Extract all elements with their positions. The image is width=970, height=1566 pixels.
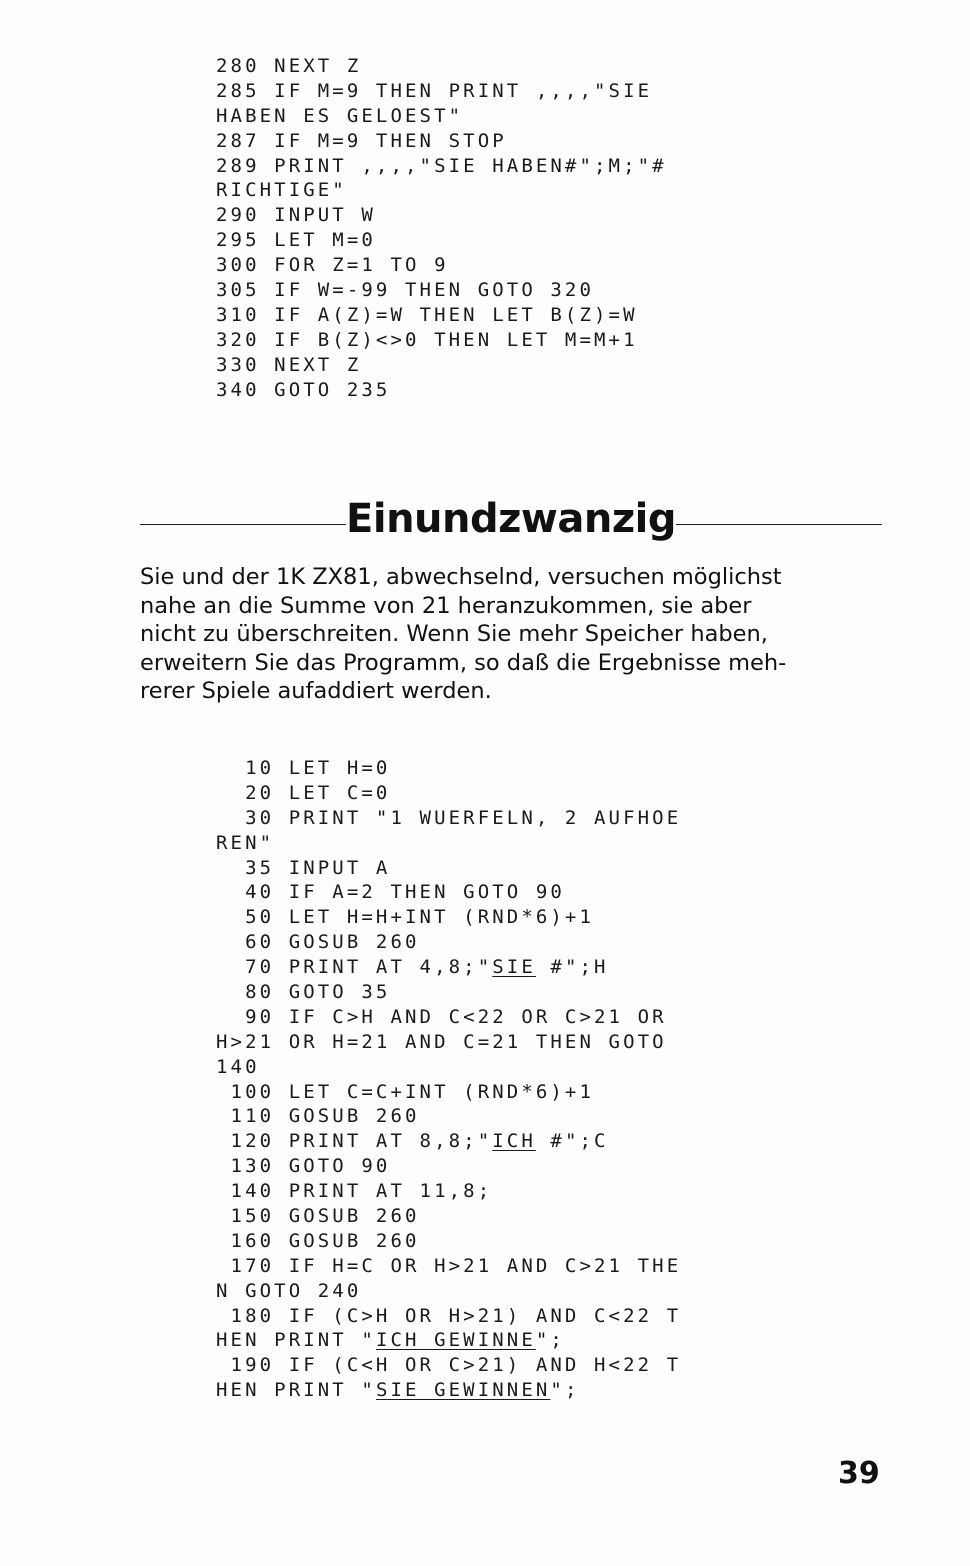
code-line bbox=[216, 1154, 681, 1179]
code-text: "; bbox=[535, 1329, 565, 1352]
section-heading-row bbox=[140, 494, 882, 544]
code-line bbox=[216, 1104, 681, 1129]
code-line: 310 IF A(Z)=W THEN LET B(Z)=W bbox=[216, 303, 638, 326]
code-line: 330 NEXT Z bbox=[216, 353, 362, 376]
code-text: N GOTO 240 bbox=[216, 1279, 362, 1302]
code-listing-top bbox=[216, 54, 667, 402]
code-text: 110 GOSUB 260 bbox=[216, 1105, 420, 1128]
code-line bbox=[216, 1229, 681, 1254]
code-text: 150 GOSUB 260 bbox=[216, 1205, 420, 1228]
code-text: 35 INPUT A bbox=[216, 856, 391, 879]
code-line bbox=[216, 930, 681, 955]
code-text: 60 GOSUB 260 bbox=[216, 931, 420, 954]
code-line: 287 IF M=9 THEN STOP bbox=[216, 129, 507, 152]
code-text: 190 IF (C<H OR C>21) AND H<22 T bbox=[216, 1354, 682, 1377]
underlined-text: SIE bbox=[492, 956, 536, 979]
code-text: "; bbox=[550, 1379, 580, 1402]
code-line bbox=[216, 880, 681, 905]
section-heading: Einundzwanzig bbox=[346, 496, 676, 542]
code-line bbox=[216, 980, 681, 1005]
code-text: HEN PRINT " bbox=[216, 1379, 376, 1402]
code-line: 305 IF W=-99 THEN GOTO 320 bbox=[216, 279, 595, 302]
code-line bbox=[216, 1353, 681, 1378]
code-line bbox=[216, 806, 681, 831]
code-text: H>21 OR H=21 AND C=21 THEN GOTO bbox=[216, 1030, 667, 1053]
code-line: 295 LET M=0 bbox=[216, 229, 376, 252]
heading-rule-left bbox=[140, 524, 346, 525]
code-text: 170 IF H=C OR H>21 AND C>21 THE bbox=[216, 1254, 682, 1277]
code-line bbox=[216, 1179, 681, 1204]
code-text: REN" bbox=[216, 831, 275, 854]
code-text: 10 LET H=0 bbox=[216, 757, 391, 779]
code-line: 280 NEXT Z bbox=[216, 55, 362, 77]
code-line: RICHTIGE" bbox=[216, 179, 347, 202]
code-line bbox=[216, 1080, 681, 1105]
code-text: #";H bbox=[535, 956, 609, 979]
paragraph-line: Sie und der 1K ZX81, abwechselnd, versuchen möglichst bbox=[140, 564, 782, 590]
code-text: 160 GOSUB 260 bbox=[216, 1229, 420, 1252]
paragraph-line: rerer Spiele aufaddiert werden. bbox=[140, 678, 492, 705]
paragraph-line: erweitern Sie das Programm, so daß die Ergebnisse meh- bbox=[140, 649, 787, 676]
code-text: 180 IF (C>H OR H>21) AND C<22 T bbox=[216, 1304, 682, 1327]
code-text: 50 LET H=H+INT (RND*6)+1 bbox=[216, 906, 595, 929]
underlined-text: ICH bbox=[492, 1130, 536, 1153]
code-line bbox=[216, 1328, 681, 1353]
code-line bbox=[216, 1254, 681, 1279]
code-line bbox=[216, 1030, 681, 1055]
code-line: HABEN ES GELOEST" bbox=[216, 104, 464, 127]
underlined-text: ICH GEWINNE bbox=[375, 1329, 536, 1352]
code-line bbox=[216, 1378, 681, 1403]
code-line: 290 INPUT W bbox=[216, 204, 376, 227]
code-text: 70 PRINT AT 4,8;" bbox=[216, 956, 493, 979]
code-text: 140 PRINT AT 11,8; bbox=[216, 1180, 493, 1203]
code-text: #";C bbox=[535, 1130, 609, 1153]
underlined-text: SIE GEWINNEN bbox=[375, 1379, 551, 1402]
code-text: 90 IF C>H AND C<22 OR C>21 OR bbox=[216, 1005, 667, 1028]
code-text: 120 PRINT AT 8,8;" bbox=[216, 1130, 493, 1153]
code-line bbox=[216, 905, 681, 930]
code-line bbox=[216, 1204, 681, 1229]
code-text: 80 GOTO 35 bbox=[216, 981, 391, 1004]
code-line bbox=[216, 1279, 681, 1304]
code-line: 289 PRINT ,,,,"SIE HABEN#";M;"# bbox=[216, 154, 667, 177]
code-line bbox=[216, 1055, 681, 1080]
code-text: HEN PRINT " bbox=[216, 1329, 376, 1352]
code-text: 140 bbox=[216, 1055, 260, 1078]
code-line bbox=[216, 1129, 681, 1154]
code-line: 320 IF B(Z)<>0 THEN LET M=M+1 bbox=[216, 328, 638, 351]
code-line bbox=[216, 1304, 681, 1329]
code-text: 40 IF A=2 THEN GOTO 90 bbox=[216, 881, 565, 904]
code-text: 30 PRINT "1 WUERFELN, 2 AUFHOE bbox=[216, 806, 682, 829]
code-line bbox=[216, 781, 681, 806]
code-line: 300 FOR Z=1 TO 9 bbox=[216, 254, 449, 277]
code-text: 130 GOTO 90 bbox=[216, 1155, 391, 1178]
code-line bbox=[216, 955, 681, 980]
paragraph-line: nahe an die Summe von 21 heranzukommen, sie aber bbox=[140, 592, 752, 619]
code-text: 100 LET C=C+INT (RND*6)+1 bbox=[216, 1080, 595, 1103]
description-paragraph bbox=[140, 563, 886, 706]
heading-rule-right bbox=[676, 524, 882, 525]
code-line: 340 GOTO 235 bbox=[216, 378, 391, 401]
code-line bbox=[216, 831, 681, 856]
paragraph-line: nicht zu überschreiten. Wenn Sie mehr Speicher haben, bbox=[140, 621, 768, 648]
code-listing-bottom bbox=[216, 756, 681, 1403]
page-number: 39 bbox=[838, 1456, 880, 1491]
code-line bbox=[216, 856, 681, 881]
code-line bbox=[216, 1005, 681, 1030]
code-line: 285 IF M=9 THEN PRINT ,,,,"SIE bbox=[216, 79, 653, 102]
code-line bbox=[216, 756, 681, 781]
code-text: 20 LET C=0 bbox=[216, 781, 391, 804]
